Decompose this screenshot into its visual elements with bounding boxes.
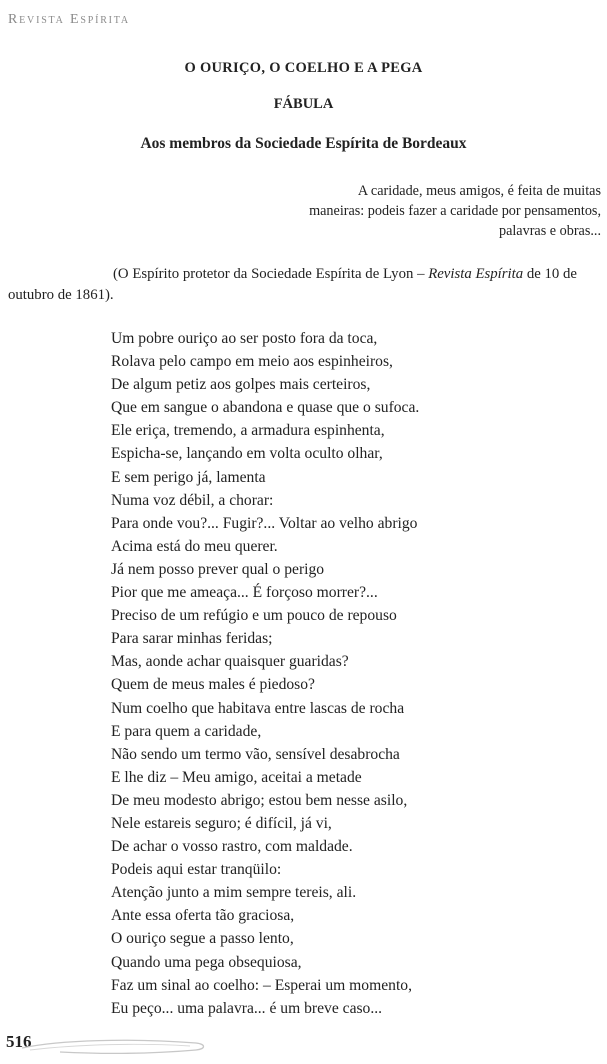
poem-line: Ante essa oferta tão graciosa, bbox=[111, 907, 295, 925]
poem-line: E sem perigo já, lamenta bbox=[111, 468, 266, 486]
poem-line: Para sarar minhas feridas; bbox=[111, 630, 273, 648]
poem-line: Um pobre ouriço ao ser posto fora da toca, bbox=[111, 330, 378, 347]
poem-line: Preciso de um refúgio e um pouco de repouso bbox=[111, 607, 397, 625]
poem-line: Que em sangue o abandona e quase que o sufoca. bbox=[111, 399, 420, 417]
epigraph-line: A caridade, meus amigos, é feita de muitas bbox=[357, 183, 601, 199]
poem-line: Pior que me ameaça... É forçoso morrer?... bbox=[111, 584, 378, 602]
source-prefix: (O Espírito protetor da Sociedade Espírita de Lyon – bbox=[113, 266, 429, 282]
source-journal: Revista Espírita bbox=[428, 266, 524, 282]
poem-line: Eu peço... uma palavra... é um breve caso... bbox=[111, 999, 383, 1017]
source-citation bbox=[8, 264, 603, 306]
epigraph-line: maneiras: podeis fazer a caridade por pensamentos, bbox=[309, 203, 601, 219]
poem-line: De algum petiz aos golpes mais certeiros, bbox=[111, 376, 371, 394]
dedication: Aos membros da Sociedade Espírita de Bordeaux bbox=[140, 135, 467, 152]
poem-line: De achar o vosso rastro, com maldade. bbox=[111, 838, 353, 856]
source-suffix: de 10 de outubro de 1861). bbox=[8, 266, 577, 303]
poem-line: De meu modesto abrigo; estou bem nesse asilo, bbox=[111, 791, 408, 809]
poem-line: Faz um sinal ao coelho: – Esperai um momento, bbox=[111, 976, 412, 994]
page-swoosh-ornament bbox=[20, 1034, 210, 1056]
article-subtitle: FÁBULA bbox=[273, 96, 334, 112]
poem-line: Quem de meus males é piedoso? bbox=[111, 676, 315, 694]
poem-line: Quando uma pega obsequiosa, bbox=[111, 953, 302, 971]
poem-line: Para onde vou?... Fugir?... Voltar ao velho abrigo bbox=[111, 514, 418, 532]
poem-line: Podeis aqui estar tranqüilo: bbox=[111, 861, 282, 879]
poem-line: Mas, aonde achar quaisquer guaridas? bbox=[111, 653, 349, 671]
epigraph bbox=[181, 181, 601, 241]
poem-line: Nele estareis seguro; é difícil, já vi, bbox=[111, 814, 332, 832]
running-head: Revista Espírita bbox=[8, 12, 130, 27]
poem-line: E lhe diz – Meu amigo, aceitai a metade bbox=[111, 768, 362, 786]
poem-line: Atenção junto a mim sempre tereis, ali. bbox=[111, 884, 357, 902]
poem-line: Ele eriça, tremendo, a armadura espinhenta, bbox=[111, 422, 385, 440]
poem-line: E para quem a caridade, bbox=[111, 722, 262, 740]
poem-line: Já nem posso prever qual o perigo bbox=[111, 560, 325, 578]
poem bbox=[111, 327, 419, 1020]
poem-line: Espicha-se, lançando em volta oculto olhar, bbox=[111, 445, 383, 463]
poem-line: Num coelho que habitava entre lascas de rocha bbox=[111, 699, 405, 717]
poem-line: Acima está do meu querer. bbox=[111, 537, 278, 555]
poem-line: O ouriço segue a passo lento, bbox=[111, 930, 294, 948]
poem-line: Numa voz débil, a chorar: bbox=[111, 491, 274, 509]
poem-line: Rolava pelo campo em meio aos espinheiros, bbox=[111, 353, 393, 371]
article-title: O OURIÇO, O COELHO E A PEGA bbox=[184, 60, 423, 76]
epigraph-line: palavras e obras... bbox=[498, 223, 601, 239]
page-number: 516 bbox=[6, 1032, 32, 1051]
poem-line: Não sendo um termo vão, sensível desabrocha bbox=[111, 745, 400, 763]
